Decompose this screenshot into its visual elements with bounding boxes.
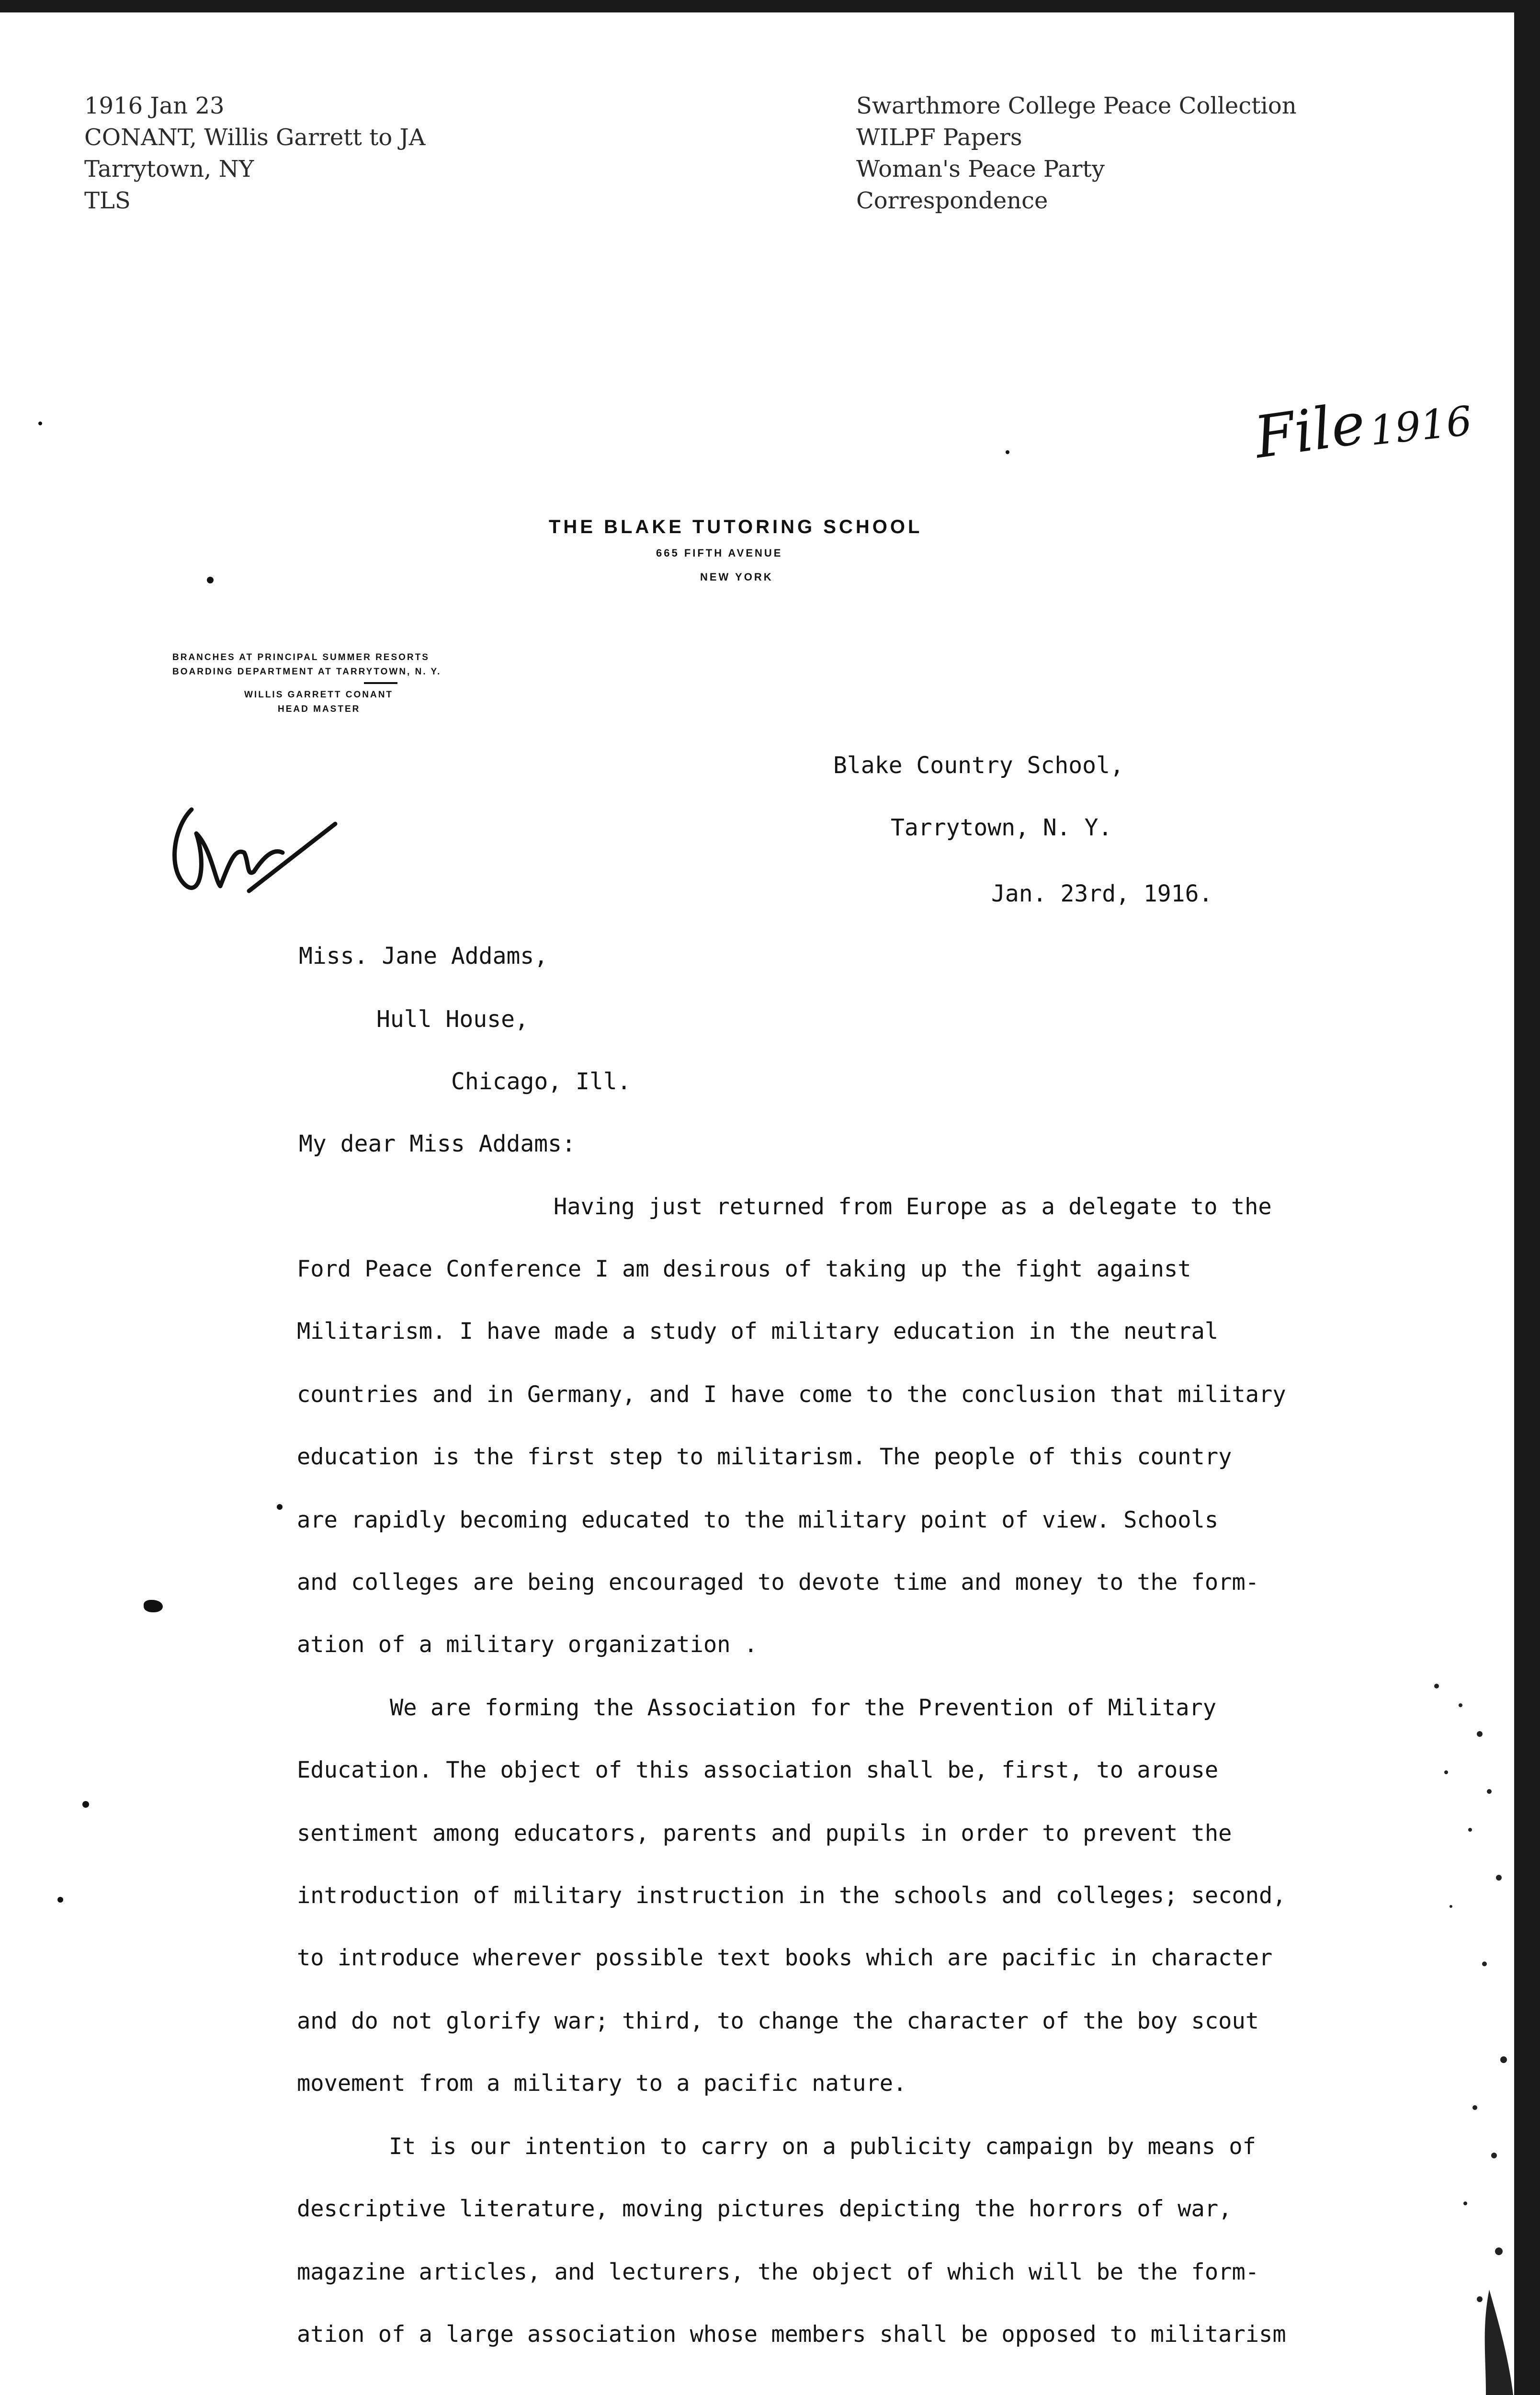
letterhead-branches-block	[172, 650, 441, 717]
meta-collection: Swarthmore College Peace Collection	[856, 92, 1297, 119]
letterhead-boarding: BOARDING DEPARTMENT AT TARRYTOWN, N. Y.	[172, 667, 442, 677]
salutation: My dear Miss Addams:	[299, 1130, 576, 1157]
scan-speck	[38, 422, 42, 425]
letterhead-head-title: HEAD MASTER	[278, 704, 361, 714]
letterhead-address: 665 FIFTH AVENUE	[656, 547, 783, 559]
body-line: are rapidly becoming educated to the military point of view. Schools	[297, 1507, 1219, 1533]
body-line: ation of a large association whose members shall be opposed to militarism	[297, 2321, 1286, 2348]
body-line: sentiment among educators, parents and pupils in order to prevent the	[297, 1820, 1232, 1847]
scan-speck	[57, 1897, 63, 1903]
letterhead-head-name: WILLIS GARRETT CONANT	[244, 690, 394, 700]
body-line: movement from a military to a pacific nature.	[297, 2070, 907, 2097]
recipient-name: Miss. Jane Addams,	[299, 943, 548, 969]
letterhead-divider	[364, 682, 397, 684]
letterhead-city: NEW YORK	[700, 571, 773, 583]
body-line: It is our intention to carry on a publicity campaign by means of	[389, 2133, 1256, 2160]
body-line: Having just returned from Europe as a delegate to the	[554, 1194, 1272, 1220]
meta-party: Woman's Peace Party	[856, 156, 1105, 182]
scan-speck	[1006, 450, 1009, 454]
meta-correspondent: CONANT, Willis Garrett to JA	[84, 124, 426, 151]
meta-series: Correspondence	[856, 187, 1048, 214]
scan-border-right	[1514, 0, 1540, 2395]
letterhead-branches: BRANCHES AT PRINCIPAL SUMMER RESORTS	[172, 652, 430, 662]
letterhead-school-name: THE BLAKE TUTORING SCHOOL	[549, 516, 923, 537]
recipient-city: Chicago, Ill.	[451, 1068, 631, 1095]
handwritten-year: 1916	[1367, 397, 1474, 455]
scan-speck	[144, 1600, 163, 1612]
scan-speck	[207, 577, 214, 583]
body-line: and colleges are being encouraged to devote time and money to the form-	[297, 1569, 1259, 1596]
body-line: magazine articles, and lecturers, the object of which will be the form-	[297, 2259, 1259, 2285]
archive-meta-right	[856, 90, 1297, 217]
scan-speck	[82, 1801, 89, 1808]
sender-town: Tarrytown, N. Y.	[891, 814, 1112, 841]
body-line: We are forming the Association for the Prevention of Military	[390, 1695, 1217, 1721]
handwritten-initials-mark	[163, 790, 345, 905]
body-line: and do not glorify war; third, to change the character of the boy scout	[297, 2008, 1259, 2034]
body-line: education is the first step to militarism. The people of this country	[297, 1444, 1232, 1470]
body-line: countries and in Germany, and I have come to the conclusion that military	[297, 1381, 1286, 1408]
meta-papers: WILPF Papers	[856, 124, 1022, 151]
scan-border-top	[0, 0, 1540, 12]
meta-type: TLS	[84, 187, 131, 214]
body-line: ation of a military organization .	[297, 1631, 758, 1658]
handwritten-file-mark: File	[1250, 390, 1370, 472]
scan-noise-right-margin	[1417, 1629, 1513, 2395]
meta-date: 1916 Jan 23	[84, 92, 225, 119]
body-line: Militarism. I have made a study of military education in the neutral	[297, 1318, 1219, 1345]
body-line: introduction of military instruction in the schools and colleges; second,	[297, 1882, 1286, 1909]
body-line: to introduce wherever possible text books which are pacific in character	[297, 1945, 1273, 1971]
meta-place: Tarrytown, NY	[84, 156, 254, 182]
body-line: descriptive literature, moving pictures depicting the horrors of war,	[297, 2196, 1232, 2222]
body-line: Education. The object of this association shall be, first, to arouse	[297, 1757, 1219, 1783]
recipient-house: Hull House,	[376, 1006, 529, 1033]
sender-school: Blake Country School,	[833, 752, 1124, 779]
scan-speck	[277, 1504, 283, 1510]
archive-meta-left	[84, 90, 425, 217]
body-line: Ford Peace Conference I am desirous of taking up the fight against	[297, 1256, 1191, 1282]
letter-date: Jan. 23rd, 1916.	[991, 880, 1213, 907]
